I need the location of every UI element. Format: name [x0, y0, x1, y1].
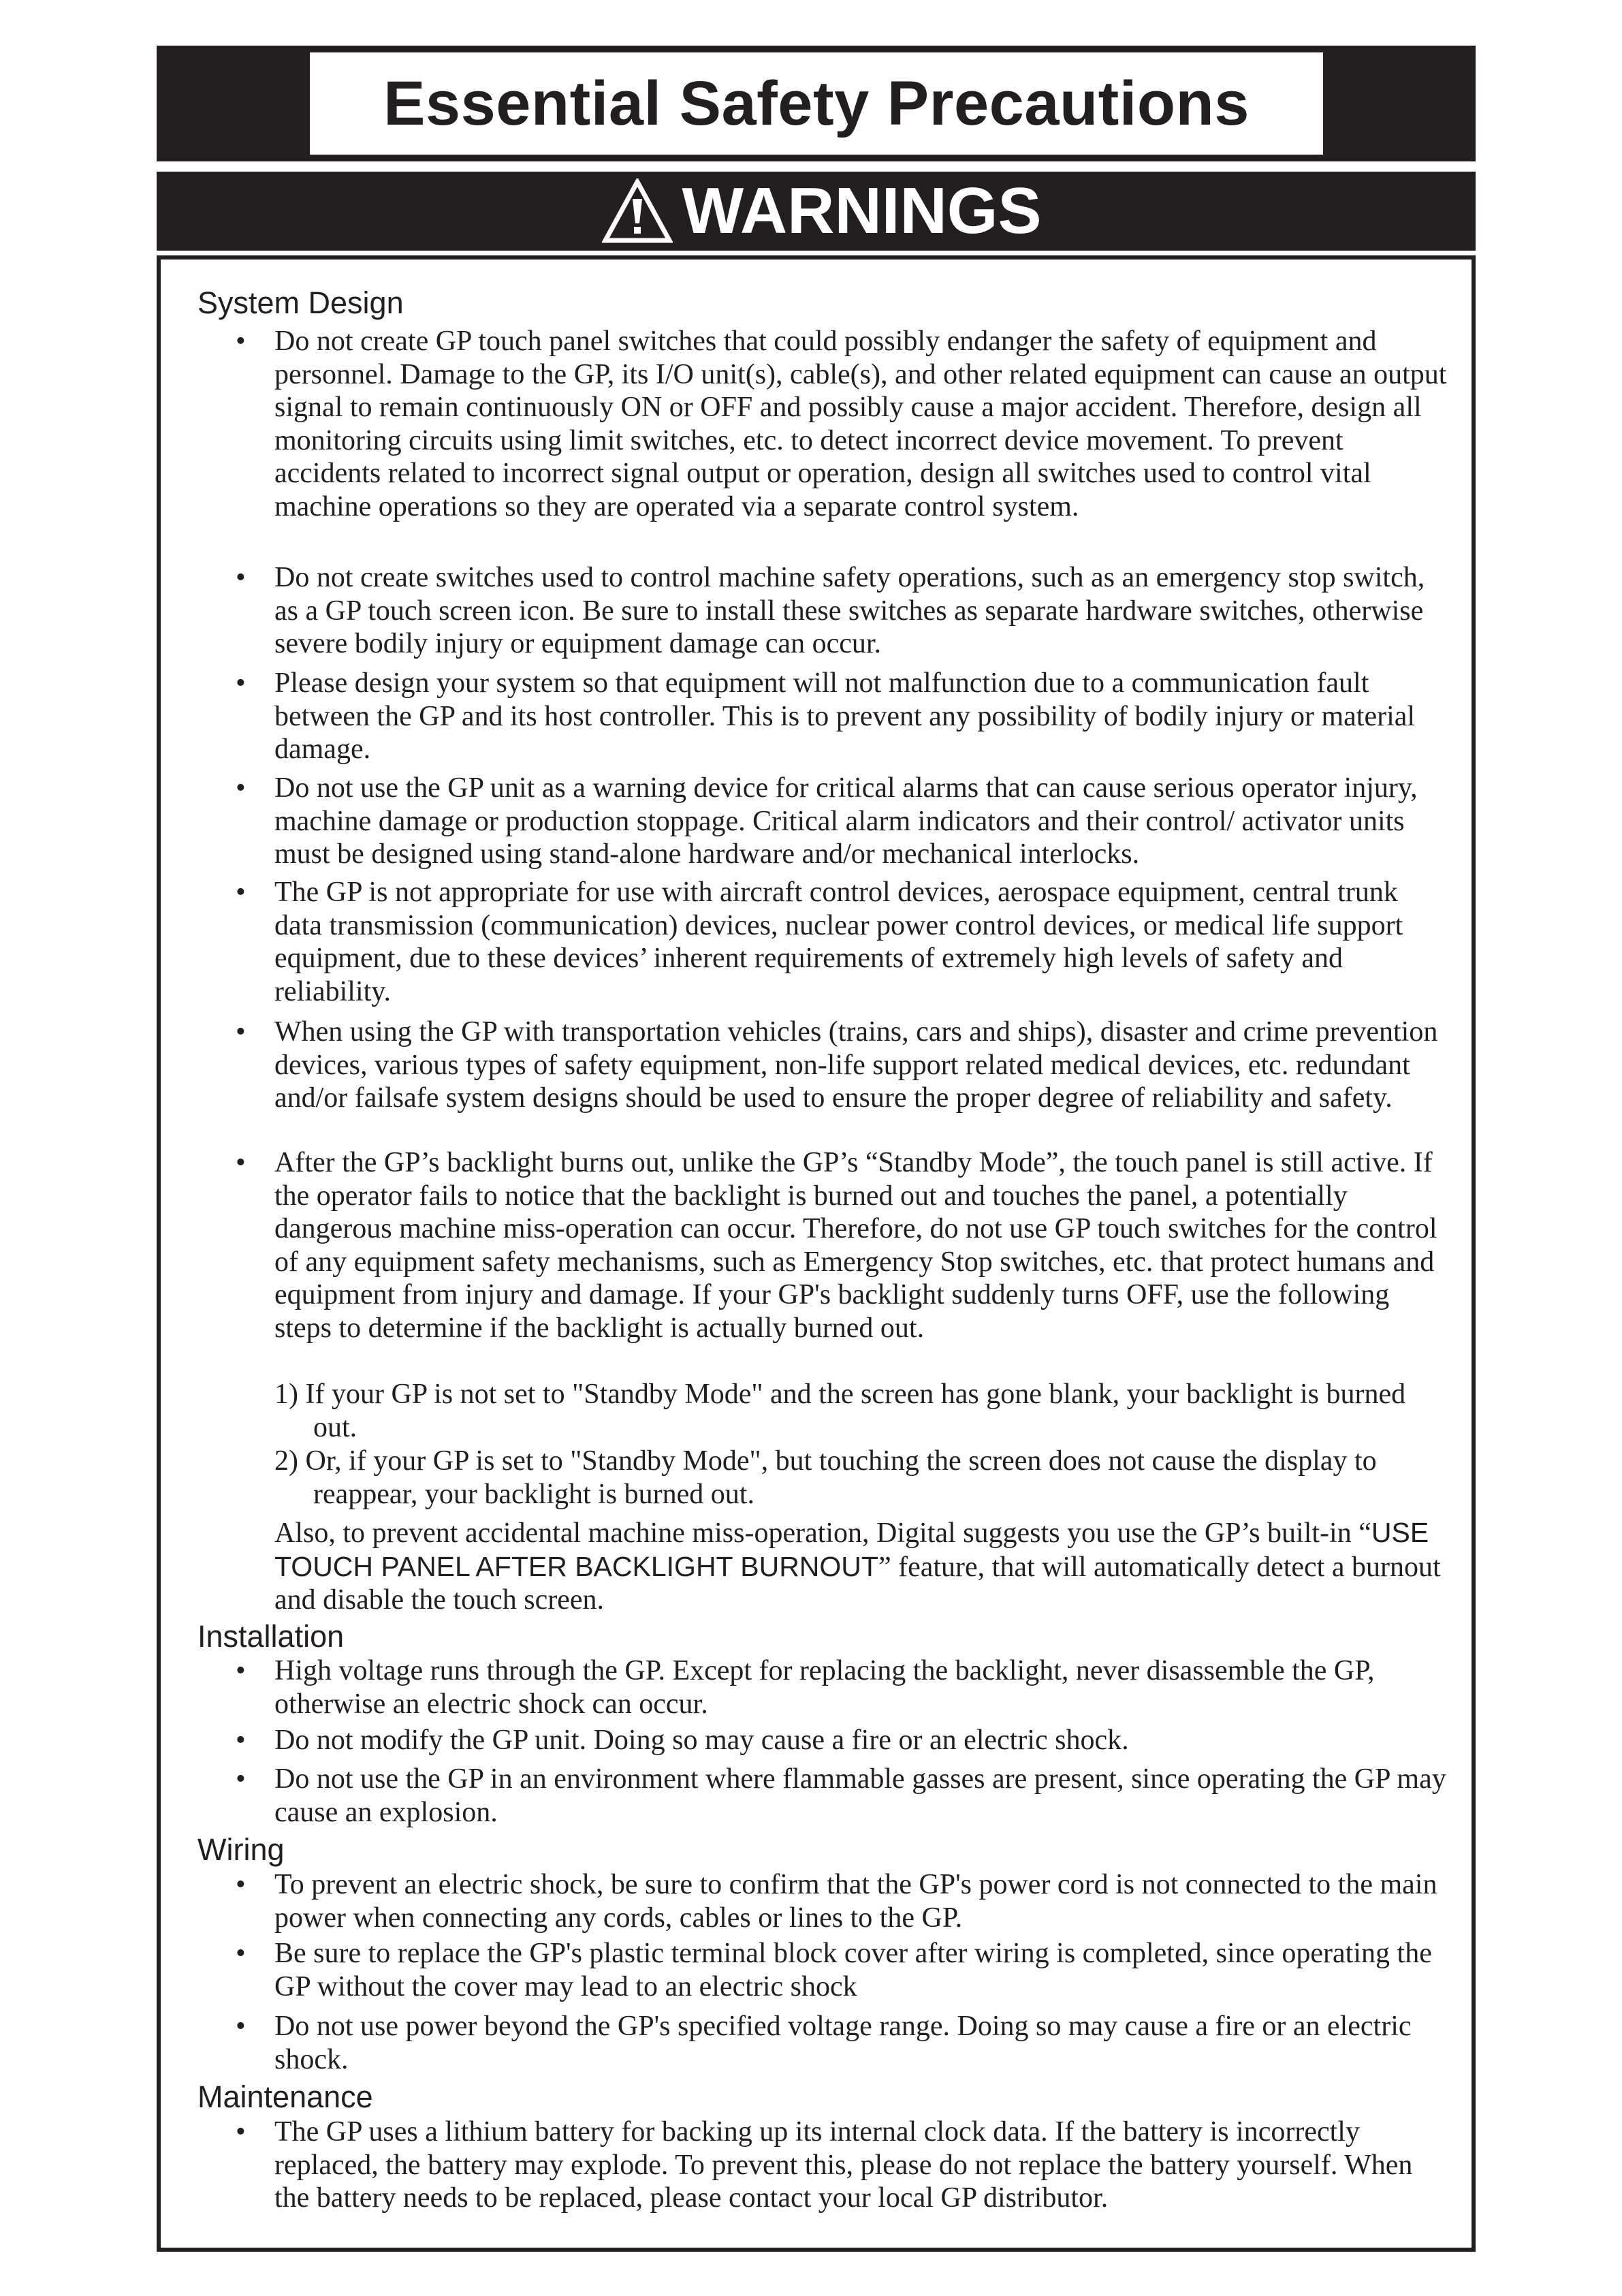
list-item: When using the GP with transportation vehicles (trains, cars and ships), disaster and crime prevention devices, various types of safety equipment, non-life support related medical devices, etc. redundant and/or failsafe system designs should be used to ensure the proper degree of reliability and safety. — [274, 1016, 1438, 1114]
bullet-icon: • — [236, 326, 246, 357]
list-item: Do not create GP touch panel switches that could possibly endanger the safety of equipment and personnel. Damage to the GP, its I/O unit(s), cable(s), and other related equipment can cause an output signal to remain continuously ON or OFF and possibly cause a major accident. Therefore, design all monitoring circuits using limit switches, etc. to detect incorrect device movement. To prevent accidents related to incorrect signal output or operation, design all switches used to control vital machine operations so they are operated via a separate control system. — [274, 326, 1447, 522]
section-heading-wiring: Wiring — [197, 1832, 285, 1867]
backlight-note — [274, 1516, 1452, 1617]
bullet-icon: • — [236, 1725, 246, 1756]
list-item: The GP uses a lithium battery for backing up its internal clock data. If the battery is incorrectly replaced, the battery may explode. To prevent this, please do not replace the battery yourself. When the battery needs to be replaced, please contact your local GP distributor. — [274, 2116, 1413, 2214]
page-title: Essential Safety Precautions — [383, 69, 1250, 138]
bullet-icon: • — [236, 1016, 246, 1048]
list-item: Please design your system so that equipment will not malfunction due to a communication fault between the GP and its host controller. This is to prevent any possibility of bodily injury or material damage. — [274, 667, 1416, 765]
list-item: The GP is not appropriate for use with aircraft control devices, aerospace equipment, central trunk data transmission (communication) devices, nuclear power control devices, or medical life support equipment, due to these devices’ inherent requirements of extremely high levels of safety and reliability. — [274, 877, 1403, 1007]
section-heading-installation: Installation — [197, 1619, 345, 1654]
warnings-banner — [157, 172, 1476, 251]
bullet-icon: • — [236, 1938, 246, 1969]
section-heading-maintenance: Maintenance — [197, 2079, 373, 2114]
warnings-content — [161, 260, 1472, 2248]
check-step: 1) If your GP is not set to "Standby Mode" and the screen has gone blank, your backlight is burned out. — [274, 1379, 1406, 1443]
bullet-icon: • — [236, 1763, 246, 1795]
bullet-icon: • — [236, 1869, 246, 1900]
warnings-title: WARNINGS — [682, 174, 1042, 247]
note-text: ” feature, that will automatically detect a burnout and disable the touch screen. — [274, 1551, 1441, 1616]
list-item: Do not create switches used to control machine safety operations, such as an emergency stop switch, as a GP touch screen icon. Be sure to install these switches as separate hardware switches, otherwise severe bodily injury or equipment damage can occur. — [274, 562, 1425, 659]
bullet-icon: • — [236, 562, 246, 593]
warnings-content-box — [157, 255, 1476, 2252]
bullet-icon: • — [236, 2116, 246, 2148]
bullet-icon: • — [236, 1655, 246, 1686]
list-item: High voltage runs through the GP. Except for replacing the backlight, never disassemble the GP, otherwise an electric shock can occur. — [274, 1655, 1375, 1720]
list-item: After the GP’s backlight burns out, unlike the GP’s “Standby Mode”, the touch panel is still active. If the operator fails to notice that the backlight is burned out and touches the panel, a potentially dangerous machine miss-operation can occur. Therefore, do not use GP touch switches for the control of any equipment safety mechanisms, such as Emergency Stop switches, etc. that protect humans and equipment from injury and damage. If your GP's backlight suddenly turns OFF, use the following steps to determine if the backlight is actually burned out. — [274, 1147, 1437, 1344]
bullet-icon: • — [236, 772, 246, 804]
check-step: 2) Or, if your GP is set to "Standby Mode", but touching the screen does not cause the display to reappear, your backlight is burned out. — [274, 1445, 1377, 1510]
section-heading-system-design: System Design — [197, 285, 404, 320]
list-item: Do not modify the GP unit. Doing so may cause a fire or an electric shock. — [274, 1725, 1129, 1756]
warning-triangle-icon — [602, 178, 673, 244]
list-item: To prevent an electric shock, be sure to confirm that the GP's power cord is not connected to the main power when connecting any cords, cables or lines to the GP. — [274, 1869, 1437, 1934]
bullet-icon: • — [236, 667, 246, 699]
list-item: Do not use the GP in an environment where flammable gasses are present, since operating the GP may cause an explosion. — [274, 1763, 1446, 1828]
title-box — [310, 52, 1323, 155]
note-text: Also, to prevent accidental machine miss-operation, Digital suggests you use the GP’s built-in “ — [274, 1517, 1371, 1549]
feature-name: USE TOUCH PANEL AFTER BACKLIGHT BURNOUT — [274, 1517, 1429, 1582]
bullet-icon: • — [236, 1147, 246, 1178]
list-item: Do not use the GP unit as a warning device for critical alarms that can cause serious operator injury, machine damage or production stoppage. Critical alarm indicators and their control/ activator units must be designed using stand-alone hardware and/or mechanical interlocks. — [274, 772, 1418, 870]
list-item: Be sure to replace the GP's plastic terminal block cover after wiring is completed, since operating the GP without the cover may lead to an electric shock — [274, 1938, 1432, 2002]
bullet-icon: • — [236, 2011, 246, 2042]
list-item: Do not use power beyond the GP's specified voltage range. Doing so may cause a fire or an electric shock. — [274, 2011, 1412, 2075]
bullet-icon: • — [236, 877, 246, 908]
title-banner — [157, 46, 1476, 161]
